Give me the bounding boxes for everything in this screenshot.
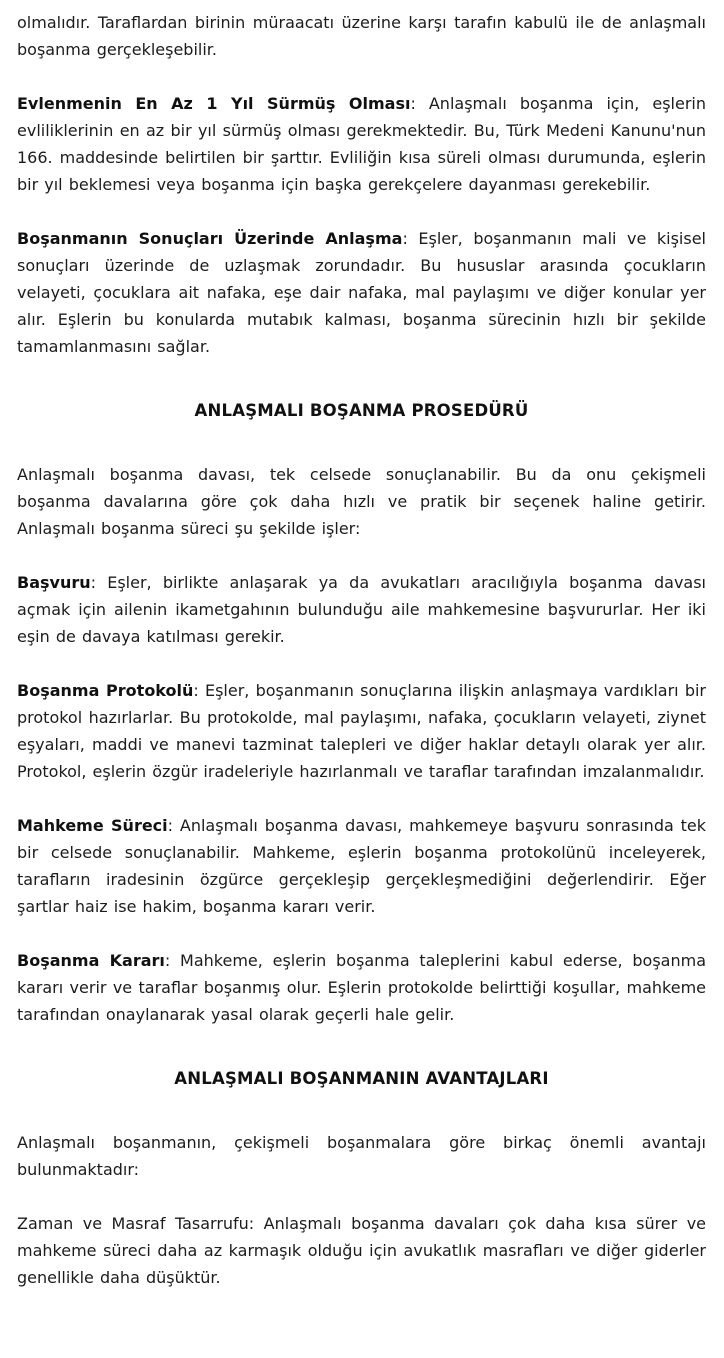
- paragraph-text: : Mahkeme, eşlerin boşanma taleplerini kabul ederse, boşanma kararı verir ve taraflar boşanmış olur. Eşlerin protokolde belirttiği koşullar, mahkeme tarafından onaylanarak yasal olarak geçerli hale gelir.: [17, 951, 706, 1024]
- paragraph-intro-continuation: [17, 9, 706, 63]
- paragraph-agreement-on-consequences: [17, 225, 706, 360]
- bold-lead: Başvuru: [17, 573, 91, 592]
- bold-lead: Boşanma Protokolü: [17, 681, 194, 700]
- paragraph-text: Zaman ve Masraf Tasarrufu: Anlaşmalı boşanma davaları çok daha kısa sürer ve mahkeme süreci daha az karmaşık olduğu için avukatlık masrafları ve diğer giderler genellikle daha düşüktür.: [17, 1214, 706, 1287]
- bold-lead: Mahkeme Süreci: [17, 816, 168, 835]
- paragraph-marriage-duration: [17, 90, 706, 198]
- bold-lead: Boşanma Kararı: [17, 951, 165, 970]
- paragraph-time-cost-savings: [17, 1210, 706, 1291]
- paragraph-court-process: [17, 812, 706, 920]
- paragraph-text: : Anlaşmalı boşanma davası, mahkemeye başvuru sonrasında tek bir celsede sonuçlanabilir. Mahkeme, eşlerin boşanma protokolünü inceleyerek, tarafların iradesinin özgürce gerçekleşip gerçekleşmediğini değerlendirir. Eğer şartlar haiz ise hakim, boşanma kararı verir.: [17, 816, 707, 916]
- paragraph-procedure-intro: [17, 461, 706, 542]
- paragraph-application: [17, 569, 706, 650]
- paragraph-divorce-protocol: [17, 677, 706, 785]
- section-heading-procedure: ANLAŞMALI BOŞANMA PROSEDÜRÜ: [194, 401, 529, 420]
- paragraph-text: : Anlaşmalı boşanma için, eşlerin evliliklerinin en az bir yıl sürmüş olması gerekmektedir. Bu, Türk Medeni Kanunu'nun 166. maddesinde belirtilen bir şarttır. Evliliğin kısa süreli olması durumunda, eşlerin bir yıl beklemesi veya boşanma için başka gerekçelere dayanması gerekebilir.: [17, 94, 706, 194]
- paragraph-text: Anlaşmalı boşanmanın, çekişmeli boşanmalara göre birkaç önemli avantajı bulunmaktadır:: [17, 1133, 706, 1179]
- bold-lead: Boşanmanın Sonuçları Üzerinde Anlaşma: [17, 229, 403, 248]
- paragraph-text: : Eşler, boşanmanın mali ve kişisel sonuçları üzerinde de uzlaşmak zorundadır. Bu hususlar arasında çocukların velayeti, çocuklara ait nafaka, eşe dair nafaka, mal paylaşımı ve diğer konular yer alır. Eşlerin bu konularda mutabık kalması, boşanma sürecinin hızlı bir şekilde tamamlanmasını sağlar.: [17, 229, 706, 356]
- paragraph-text: : Eşler, boşanmanın sonuçlarına ilişkin anlaşmaya vardıkları bir protokol hazırlarlar. Bu protokolde, mal paylaşımı, nafaka, çocukların velayeti, ziynet eşyaları, maddi ve manevi tazminat talepleri ve diğer haklar detaylı olarak yer alır. Protokol, eşlerin özgür iradeleriyle hazırlanmalı ve taraflar tarafından imzalanmalıdır.: [17, 681, 707, 781]
- paragraph-advantages-intro: [17, 1129, 706, 1183]
- paragraph-text: olmalıdır. Taraflardan birinin müraacatı üzerine karşı tarafın kabulü ile de anlaşmalı boşanma gerçekleşebilir.: [17, 13, 706, 59]
- paragraph-divorce-decision: [17, 947, 706, 1028]
- paragraph-text: Anlaşmalı boşanma davası, tek celsede sonuçlanabilir. Bu da onu çekişmeli boşanma davalarına göre çok daha hızlı ve pratik bir seçenek haline getirir. Anlaşmalı boşanma süreci şu şekilde işler:: [17, 465, 706, 538]
- bold-lead: Evlenmenin En Az 1 Yıl Sürmüş Olması: [17, 94, 411, 113]
- paragraph-text: : Eşler, birlikte anlaşarak ya da avukatları aracılığıyla boşanma davası açmak için ailenin ikametgahının bulunduğu aile mahkemesine başvururlar. Her iki eşin de davaya katılması gerekir.: [17, 573, 706, 646]
- section-heading-advantages: ANLAŞMALI BOŞANMANIN AVANTAJLARI: [174, 1069, 549, 1088]
